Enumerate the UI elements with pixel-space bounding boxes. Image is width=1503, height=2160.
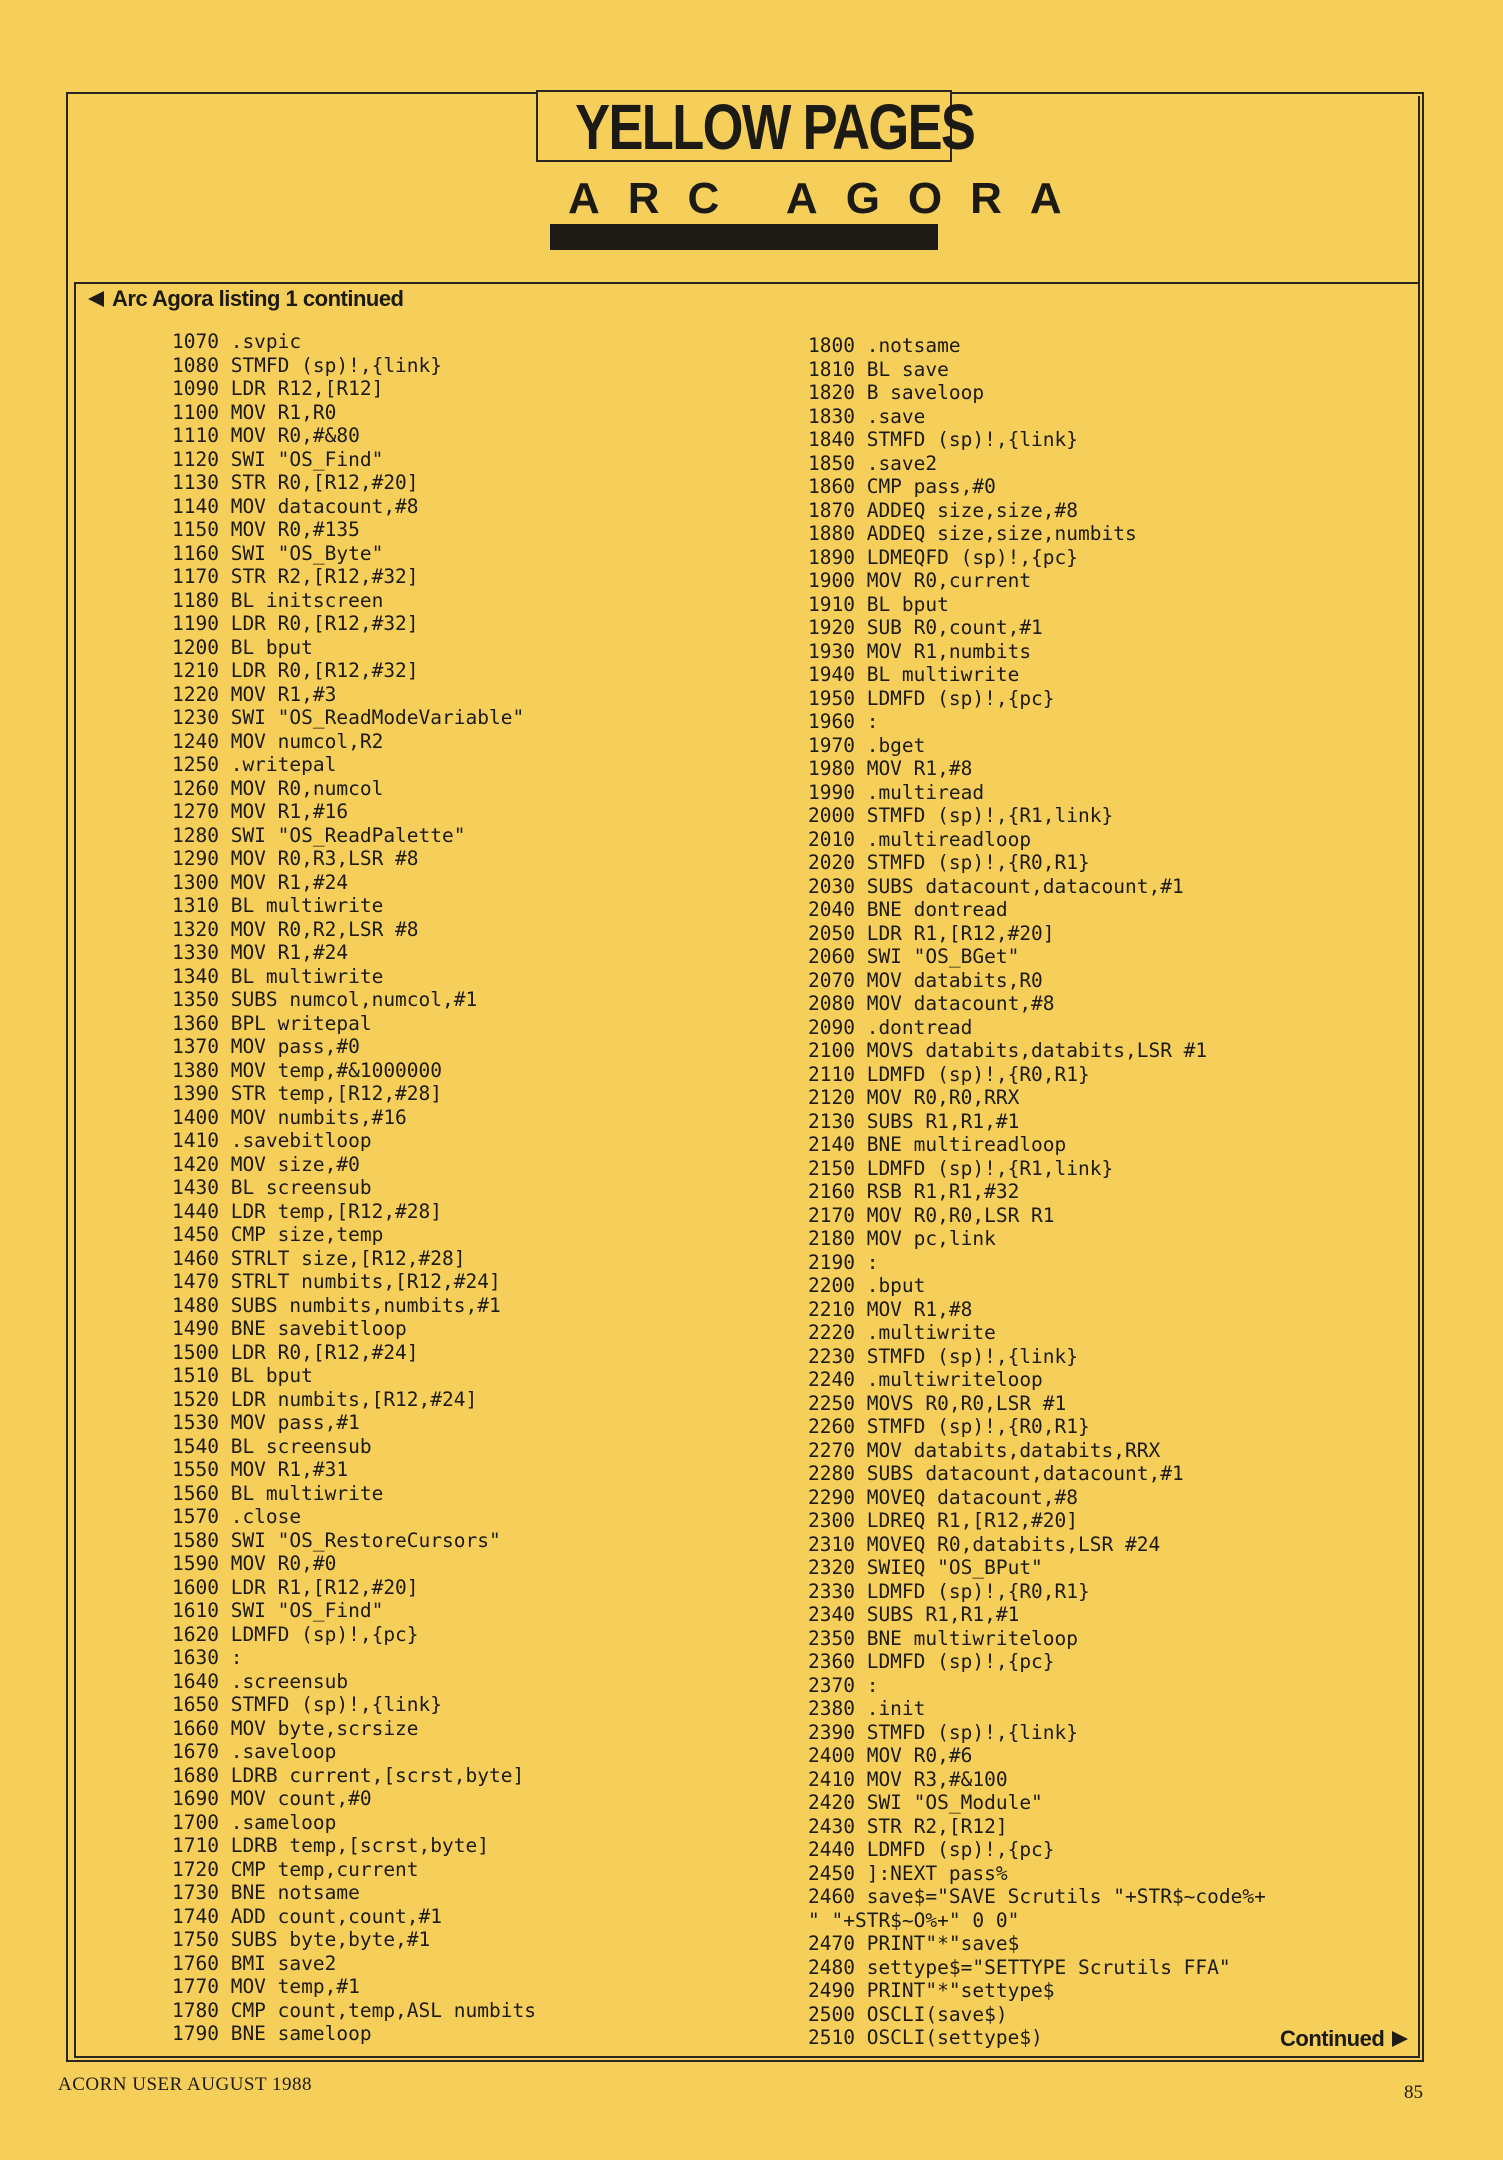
code-line: 2300 LDREQ R1,[R12,#20] (808, 1509, 1079, 1532)
code-line: 1710 LDRB temp,[scrst,byte] (172, 1834, 489, 1857)
code-line: 1450 CMP size,temp (172, 1223, 384, 1246)
code-line: 1510 BL bput (172, 1364, 313, 1387)
code-line: 1490 BNE savebitloop (172, 1317, 407, 1340)
code-line: 2050 LDR R1,[R12,#20] (808, 921, 1055, 945)
arrow-left-icon (88, 291, 104, 307)
code-line: 1220 MOV R1,#3 (172, 682, 337, 706)
code-line: 2370 : (808, 1673, 879, 1697)
code-line: 1460 STRLT size,[R12,#28] (172, 1246, 466, 1270)
code-line: 2470 PRINT"*"save$ (808, 1932, 1020, 1955)
code-line: 1620 LDMFD (sp)!,{pc} (172, 1622, 419, 1646)
code-line: 1900 MOV R0,current (808, 569, 1032, 592)
code-line: 1970 .bget (808, 733, 926, 757)
code-line: 1160 SWI "OS_Byte" (172, 541, 384, 565)
code-line: 1340 BL multiwrite (172, 964, 384, 988)
code-line: 1850 .save2 (808, 451, 938, 475)
code-line: 2200 .bput (808, 1274, 926, 1297)
code-line: 2210 MOV R1,#8 (808, 1297, 973, 1321)
footer-publication: ACORN USER AUGUST 1988 (58, 2074, 312, 2095)
code-line: 1610 SWI "OS_Find" (172, 1599, 384, 1622)
section-bar (550, 224, 938, 250)
code-line: 1990 .multiread (808, 780, 985, 804)
code-line: 2490 PRINT"*"settype$ (808, 1979, 1055, 2002)
code-line: 2150 LDMFD (sp)!,{R1,link} (808, 1156, 1114, 1180)
code-line: 2430 STR R2,[R12] (808, 1814, 1008, 1838)
code-line: 1820 B saveloop (808, 381, 985, 404)
code-line: 2410 MOV R3,#&100 (808, 1767, 1008, 1791)
code-line: 2080 MOV datacount,#8 (808, 992, 1055, 1015)
arrow-right-icon (1392, 2031, 1408, 2047)
masthead (536, 90, 975, 163)
code-line: 1730 BNE notsame (172, 1881, 360, 1904)
continued-text: Continued (1280, 2026, 1385, 2051)
code-line: 1310 BL multiwrite (172, 894, 384, 917)
code-line: 1110 MOV R0,#&80 (172, 424, 360, 447)
code-line: 2480 settype$="SETTYPE Scrutils FFA" (808, 1955, 1231, 1979)
code-line: 2400 MOV R0,#6 (808, 1744, 973, 1767)
code-line: 1600 LDR R1,[R12,#20] (172, 1575, 419, 1599)
code-line: 1280 SWI "OS_ReadPalette" (172, 823, 466, 847)
code-line: 1380 MOV temp,#&1000000 (172, 1058, 443, 1082)
code-line: 1980 MOV R1,#8 (808, 757, 973, 780)
code-line: 1650 STMFD (sp)!,{link} (172, 1693, 443, 1716)
code-line: 2110 LDMFD (sp)!,{R0,R1} (808, 1062, 1090, 1086)
code-line: 1520 LDR numbits,[R12,#24] (172, 1387, 478, 1411)
code-line: 1420 MOV size,#0 (172, 1152, 360, 1176)
code-line: 1470 STRLT numbits,[R12,#24] (172, 1270, 501, 1293)
code-line: 2390 STMFD (sp)!,{link} (808, 1720, 1079, 1744)
code-line: 1400 MOV numbits,#16 (172, 1105, 407, 1129)
code-line: 1210 LDR R0,[R12,#32] (172, 659, 419, 682)
code-line: 1690 MOV count,#0 (172, 1787, 372, 1810)
code-line: 1760 BMI save2 (172, 1951, 337, 1975)
code-line: 1870 ADDEQ size,size,#8 (808, 498, 1079, 522)
code-line: 2180 MOV pc,link (808, 1227, 996, 1250)
code-line: 2330 LDMFD (sp)!,{R0,R1} (808, 1579, 1090, 1603)
code-line: 1230 SWI "OS_ReadModeVariable" (172, 706, 525, 729)
code-line: 2340 SUBS R1,R1,#1 (808, 1603, 1020, 1626)
code-line: 2350 BNE multiwriteloop (808, 1626, 1079, 1650)
code-line: 2160 RSB R1,R1,#32 (808, 1180, 1020, 1203)
code-line: 1960 : (808, 710, 879, 733)
code-line: 2090 .dontread (808, 1015, 973, 1039)
code-line: 1940 BL multiwrite (808, 663, 1020, 686)
code-line: 1430 BL screensub (172, 1176, 372, 1199)
code-line: 1560 BL multiwrite (172, 1481, 384, 1505)
listing-header (88, 284, 404, 314)
code-line: 2380 .init (808, 1697, 926, 1720)
code-line: 1120 SWI "OS_Find" (172, 447, 384, 471)
code-line: 2270 MOV databits,databits,RRX (808, 1438, 1161, 1462)
code-line: 1640 .screensub (172, 1669, 349, 1693)
code-line: 1410 .savebitloop (172, 1129, 372, 1152)
code-line: 1070 .svpic (172, 330, 302, 353)
code-line: 1660 MOV byte,scrsize (172, 1716, 419, 1740)
code-line: 2290 MOVEQ datacount,#8 (808, 1485, 1079, 1509)
code-line: 2070 MOV databits,R0 (808, 968, 1043, 992)
code-line: 1740 ADD count,count,#1 (172, 1904, 443, 1928)
code-line: 1330 MOV R1,#24 (172, 941, 349, 964)
code-line: 2320 SWIEQ "OS_BPut" (808, 1556, 1043, 1579)
code-line: 2100 MOVS databits,databits,LSR #1 (808, 1039, 1208, 1062)
code-line: 1370 MOV pass,#0 (172, 1035, 360, 1058)
code-line: 1080 STMFD (sp)!,{link} (172, 353, 443, 377)
code-line: 2280 SUBS datacount,datacount,#1 (808, 1462, 1184, 1485)
code-line: 2420 SWI "OS_Module" (808, 1791, 1043, 1814)
code-line: 1790 BNE sameloop (172, 2022, 372, 2045)
code-line: 1270 MOV R1,#16 (172, 800, 349, 823)
code-line: 1950 LDMFD (sp)!,{pc} (808, 686, 1055, 710)
code-line: 1720 CMP temp,current (172, 1857, 419, 1881)
code-line: 1630 : (172, 1646, 243, 1669)
code-line: 1190 LDR R0,[R12,#32] (172, 612, 419, 635)
code-line: 2060 SWI "OS_BGet" (808, 945, 1020, 968)
continued-marker (1280, 2026, 1408, 2052)
code-line: 2220 .multiwrite (808, 1321, 996, 1344)
code-line: 1840 STMFD (sp)!,{link} (808, 428, 1079, 451)
code-line: 1480 SUBS numbits,numbits,#1 (172, 1293, 501, 1317)
code-line: 1700 .sameloop (172, 1810, 337, 1834)
code-line: 2190 : (808, 1250, 879, 1274)
code-line: 1440 LDR temp,[R12,#28] (172, 1199, 443, 1223)
code-line: 1570 .close (172, 1505, 302, 1528)
code-line: 1540 BL screensub (172, 1434, 372, 1458)
footer-page-number: 85 (1404, 2082, 1423, 2103)
code-line: 2360 LDMFD (sp)!,{pc} (808, 1650, 1055, 1673)
code-line: 1180 BL initscreen (172, 588, 384, 612)
code-line: 1910 BL bput (808, 592, 949, 616)
code-line: 1880 ADDEQ size,size,numbits (808, 522, 1137, 545)
code-line: 2310 MOVEQ R0,databits,LSR #24 (808, 1532, 1161, 1556)
code-line: " "+STR$~O%+" 0 0" (808, 1908, 1020, 1932)
code-line: 1130 STR R0,[R12,#20] (172, 471, 419, 494)
code-line: 1530 MOV pass,#1 (172, 1411, 360, 1434)
code-line: 2010 .multireadloop (808, 827, 1032, 851)
code-line: 1140 MOV datacount,#8 (172, 494, 419, 518)
code-line: 1240 MOV numcol,R2 (172, 729, 384, 753)
code-line: 2170 MOV R0,R0,LSR R1 (808, 1203, 1055, 1227)
code-line: 2000 STMFD (sp)!,{R1,link} (808, 804, 1114, 827)
code-line: 2440 LDMFD (sp)!,{pc} (808, 1838, 1055, 1861)
code-line: 1350 SUBS numcol,numcol,#1 (172, 988, 478, 1011)
code-line: 2030 SUBS datacount,datacount,#1 (808, 874, 1184, 898)
code-line: 2250 MOVS R0,R0,LSR #1 (808, 1391, 1067, 1415)
code-line: 1300 MOV R1,#24 (172, 870, 349, 894)
listing-header-text: Arc Agora listing 1 continued (112, 286, 404, 311)
code-line: 1390 STR temp,[R12,#28] (172, 1082, 443, 1105)
code-line: 1580 SWI "OS_RestoreCursors" (172, 1528, 501, 1552)
code-line: 1930 MOV R1,numbits (808, 639, 1032, 663)
code-line: 2450 ]:NEXT pass% (808, 1861, 1008, 1885)
code-line: 1890 LDMEQFD (sp)!,{pc} (808, 545, 1079, 569)
code-line: 1860 CMP pass,#0 (808, 475, 996, 498)
code-line: 1090 LDR R12,[R12] (172, 377, 384, 400)
code-line: 2120 MOV R0,R0,RRX (808, 1086, 1020, 1109)
code-line: 1680 LDRB current,[scrst,byte] (172, 1763, 525, 1787)
code-line: 1920 SUB R0,count,#1 (808, 616, 1043, 639)
code-line: 1200 BL bput (172, 635, 313, 659)
code-line: 1670 .saveloop (172, 1740, 337, 1763)
code-line: 1830 .save (808, 404, 926, 428)
code-line: 1750 SUBS byte,byte,#1 (172, 1928, 431, 1951)
code-line: 1360 BPL writepal (172, 1011, 372, 1035)
code-line: 2460 save$="SAVE Scrutils "+STR$~code%+ (808, 1885, 1266, 1908)
code-line: 1320 MOV R0,R2,LSR #8 (172, 917, 419, 941)
code-line: 2510 OSCLI(settype$) (808, 2026, 1043, 2049)
code-line: 2130 SUBS R1,R1,#1 (808, 1109, 1020, 1133)
code-line: 1550 MOV R1,#31 (172, 1458, 349, 1481)
code-line: 2020 STMFD (sp)!,{R0,R1} (808, 851, 1090, 874)
code-line: 1770 MOV temp,#1 (172, 1975, 360, 1998)
code-column-left (172, 330, 536, 2046)
code-line: 2260 STMFD (sp)!,{R0,R1} (808, 1415, 1090, 1438)
code-line: 1800 .notsame (808, 334, 961, 357)
code-line: 1260 MOV R0,numcol (172, 776, 384, 800)
section-title: ARC AGORA (568, 174, 1090, 223)
code-line: 2230 STMFD (sp)!,{link} (808, 1344, 1079, 1368)
code-line: 2240 .multiwriteloop (808, 1368, 1043, 1391)
code-line: 1170 STR R2,[R12,#32] (172, 565, 419, 588)
code-line: 1100 MOV R1,R0 (172, 400, 337, 424)
code-column-right (808, 334, 1266, 2050)
code-line: 1810 BL save (808, 357, 949, 381)
code-line: 1780 CMP count,temp,ASL numbits (172, 1998, 536, 2022)
code-line: 1500 LDR R0,[R12,#24] (172, 1340, 419, 1364)
code-line: 2500 OSCLI(save$) (808, 2002, 1008, 2026)
code-line: 1250 .writepal (172, 753, 337, 776)
code-line: 1150 MOV R0,#135 (172, 518, 360, 541)
code-line: 2040 BNE dontread (808, 898, 1008, 921)
masthead-title: YELLOW PAGES (575, 91, 975, 163)
code-line: 1290 MOV R0,R3,LSR #8 (172, 847, 419, 870)
code-line: 2140 BNE multireadloop (808, 1133, 1067, 1156)
code-line: 1590 MOV R0,#0 (172, 1552, 337, 1575)
